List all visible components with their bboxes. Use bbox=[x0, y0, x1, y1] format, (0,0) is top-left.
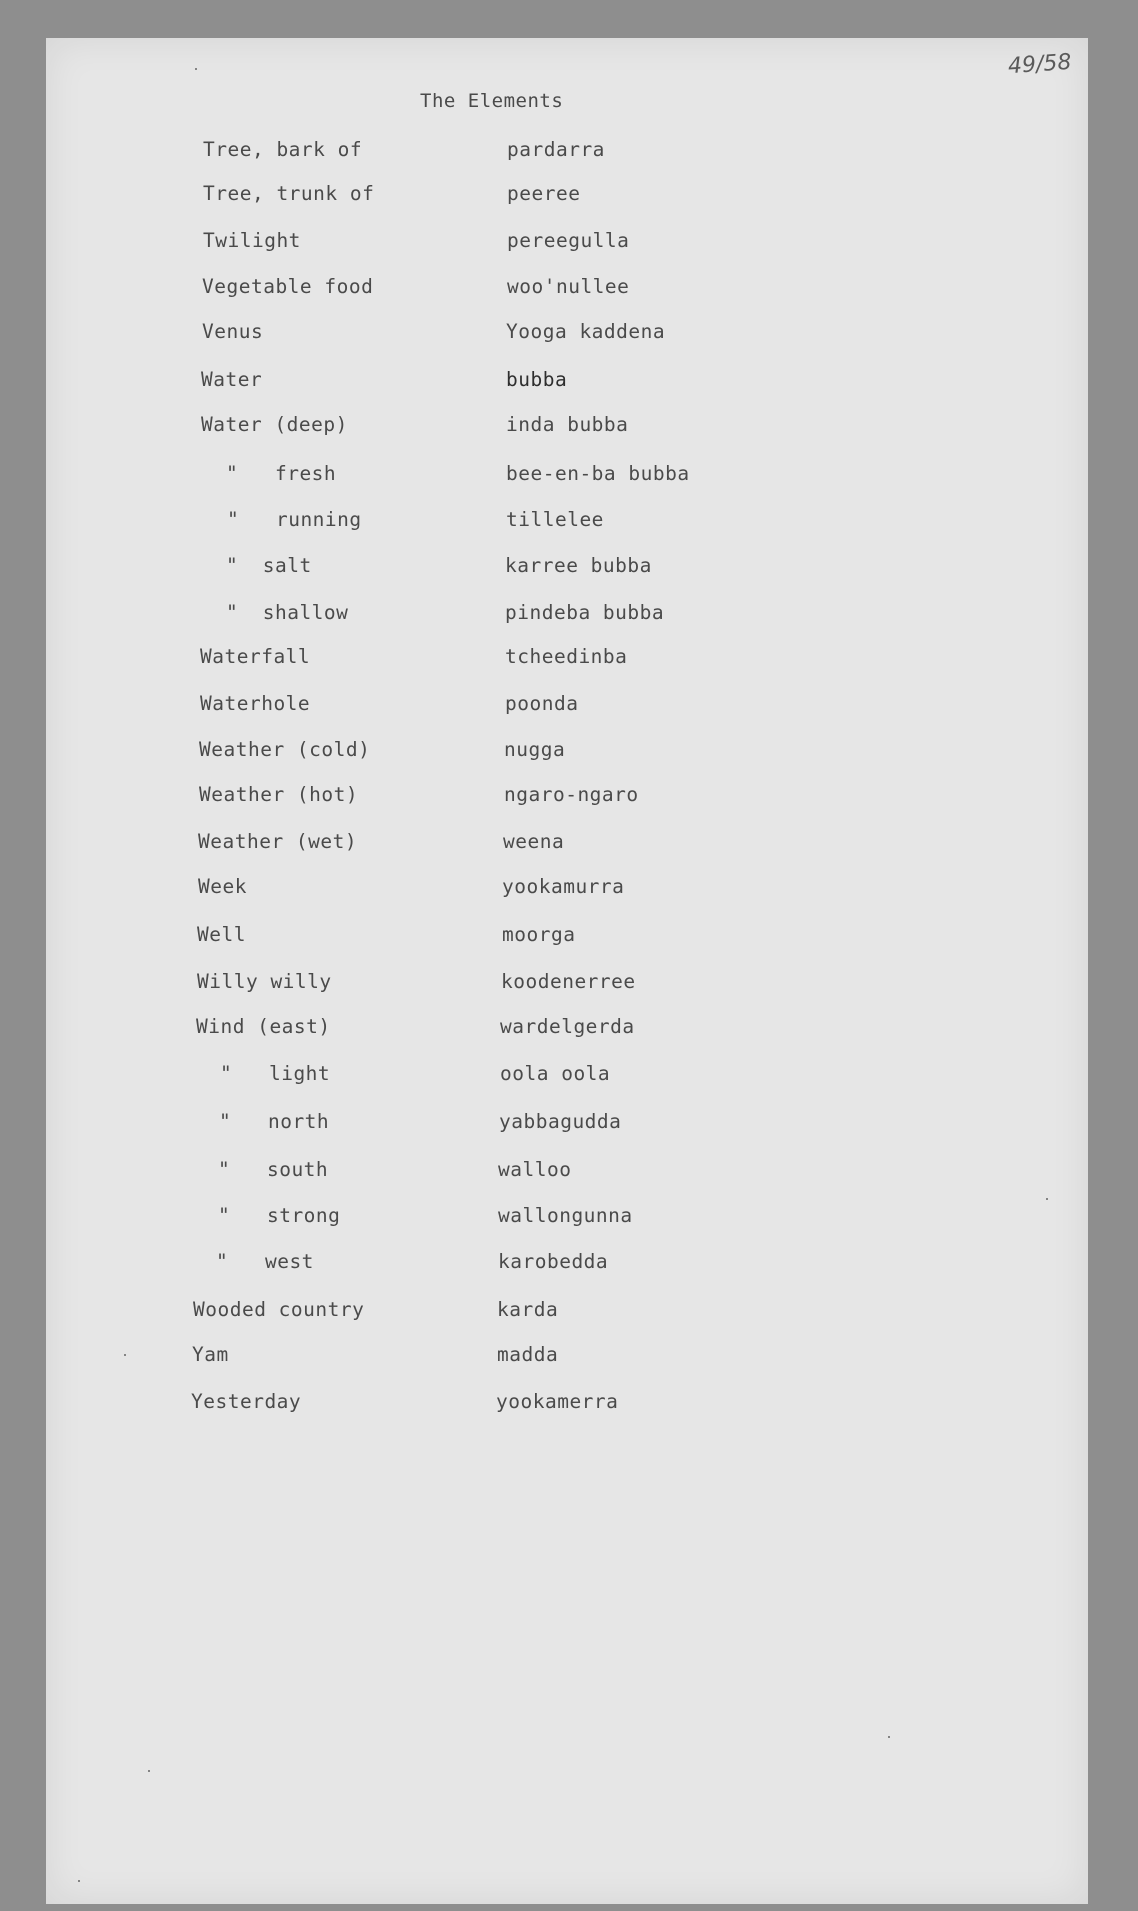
entry-translation: pardarra bbox=[507, 138, 605, 161]
entry-translation: koodenerree bbox=[501, 970, 636, 993]
entry-translation: tillelee bbox=[506, 508, 604, 531]
entry-term: Wind (east) bbox=[196, 1015, 331, 1038]
entry-term: " south bbox=[218, 1158, 329, 1181]
entry-translation: bubba bbox=[506, 368, 568, 391]
page-title: The Elements bbox=[420, 90, 564, 112]
entry-term: Waterfall bbox=[200, 645, 311, 668]
entry-term: " west bbox=[216, 1250, 314, 1273]
entry-translation: tcheedinba bbox=[505, 645, 628, 668]
entry-term: Tree, trunk of bbox=[203, 182, 375, 205]
entry-translation: Yooga kaddena bbox=[506, 320, 666, 343]
entry-translation: woo'nullee bbox=[507, 275, 630, 298]
entry-term: Weather (cold) bbox=[199, 738, 371, 761]
entry-term: Vegetable food bbox=[202, 275, 374, 298]
entry-term: " strong bbox=[218, 1204, 341, 1227]
entry-translation: pereegulla bbox=[507, 229, 630, 252]
entry-term: Week bbox=[198, 875, 247, 898]
page-number: 49/58 bbox=[1007, 49, 1073, 80]
entry-term: Weather (wet) bbox=[198, 830, 358, 853]
entry-term: " running bbox=[227, 508, 362, 531]
entry-translation: walloo bbox=[498, 1158, 572, 1181]
paper-speck bbox=[148, 1770, 150, 1772]
entry-term: " salt bbox=[226, 554, 312, 577]
entry-translation: yookamerra bbox=[496, 1390, 619, 1413]
entry-term: Venus bbox=[202, 320, 264, 343]
entry-translation: moorga bbox=[502, 923, 576, 946]
entry-term: Waterhole bbox=[200, 692, 311, 715]
entry-term: " fresh bbox=[226, 462, 337, 485]
entry-translation: nugga bbox=[504, 738, 566, 761]
entry-term: " north bbox=[219, 1110, 330, 1133]
entry-term: " shallow bbox=[226, 601, 349, 624]
entry-translation: yookamurra bbox=[502, 875, 625, 898]
paper-speck bbox=[78, 1880, 80, 1882]
entry-term: Weather (hot) bbox=[199, 783, 359, 806]
paper-speck bbox=[888, 1736, 890, 1738]
entry-translation: madda bbox=[497, 1343, 559, 1366]
entry-translation: ngaro-ngaro bbox=[504, 783, 639, 806]
entry-translation: poonda bbox=[505, 692, 579, 715]
entry-translation: karda bbox=[497, 1298, 559, 1321]
entry-translation: weena bbox=[503, 830, 565, 853]
entry-translation: karobedda bbox=[498, 1250, 609, 1273]
entry-translation: wardelgerda bbox=[500, 1015, 635, 1038]
entry-translation: wallongunna bbox=[498, 1204, 633, 1227]
paper-speck bbox=[195, 68, 197, 70]
entry-translation: bee-en-ba bubba bbox=[506, 462, 690, 485]
entry-translation: oola oola bbox=[500, 1062, 611, 1085]
entry-term: " light bbox=[220, 1062, 331, 1085]
entry-term: Yam bbox=[192, 1343, 229, 1366]
entry-translation: peeree bbox=[507, 182, 581, 205]
entry-term: Tree, bark of bbox=[203, 138, 363, 161]
paper-speck bbox=[124, 1354, 126, 1356]
entry-term: Water (deep) bbox=[201, 413, 348, 436]
entry-translation: yabbagudda bbox=[499, 1110, 622, 1133]
entry-term: Willy willy bbox=[197, 970, 332, 993]
paper-speck bbox=[1046, 1198, 1048, 1200]
entry-term: Twilight bbox=[203, 229, 301, 252]
entry-translation: karree bubba bbox=[505, 554, 652, 577]
entry-translation: inda bubba bbox=[506, 413, 629, 436]
entry-term: Well bbox=[197, 923, 246, 946]
entry-translation: pindeba bubba bbox=[505, 601, 665, 624]
entry-term: Wooded country bbox=[193, 1298, 365, 1321]
entry-term: Yesterday bbox=[191, 1390, 302, 1413]
entry-term: Water bbox=[201, 368, 263, 391]
